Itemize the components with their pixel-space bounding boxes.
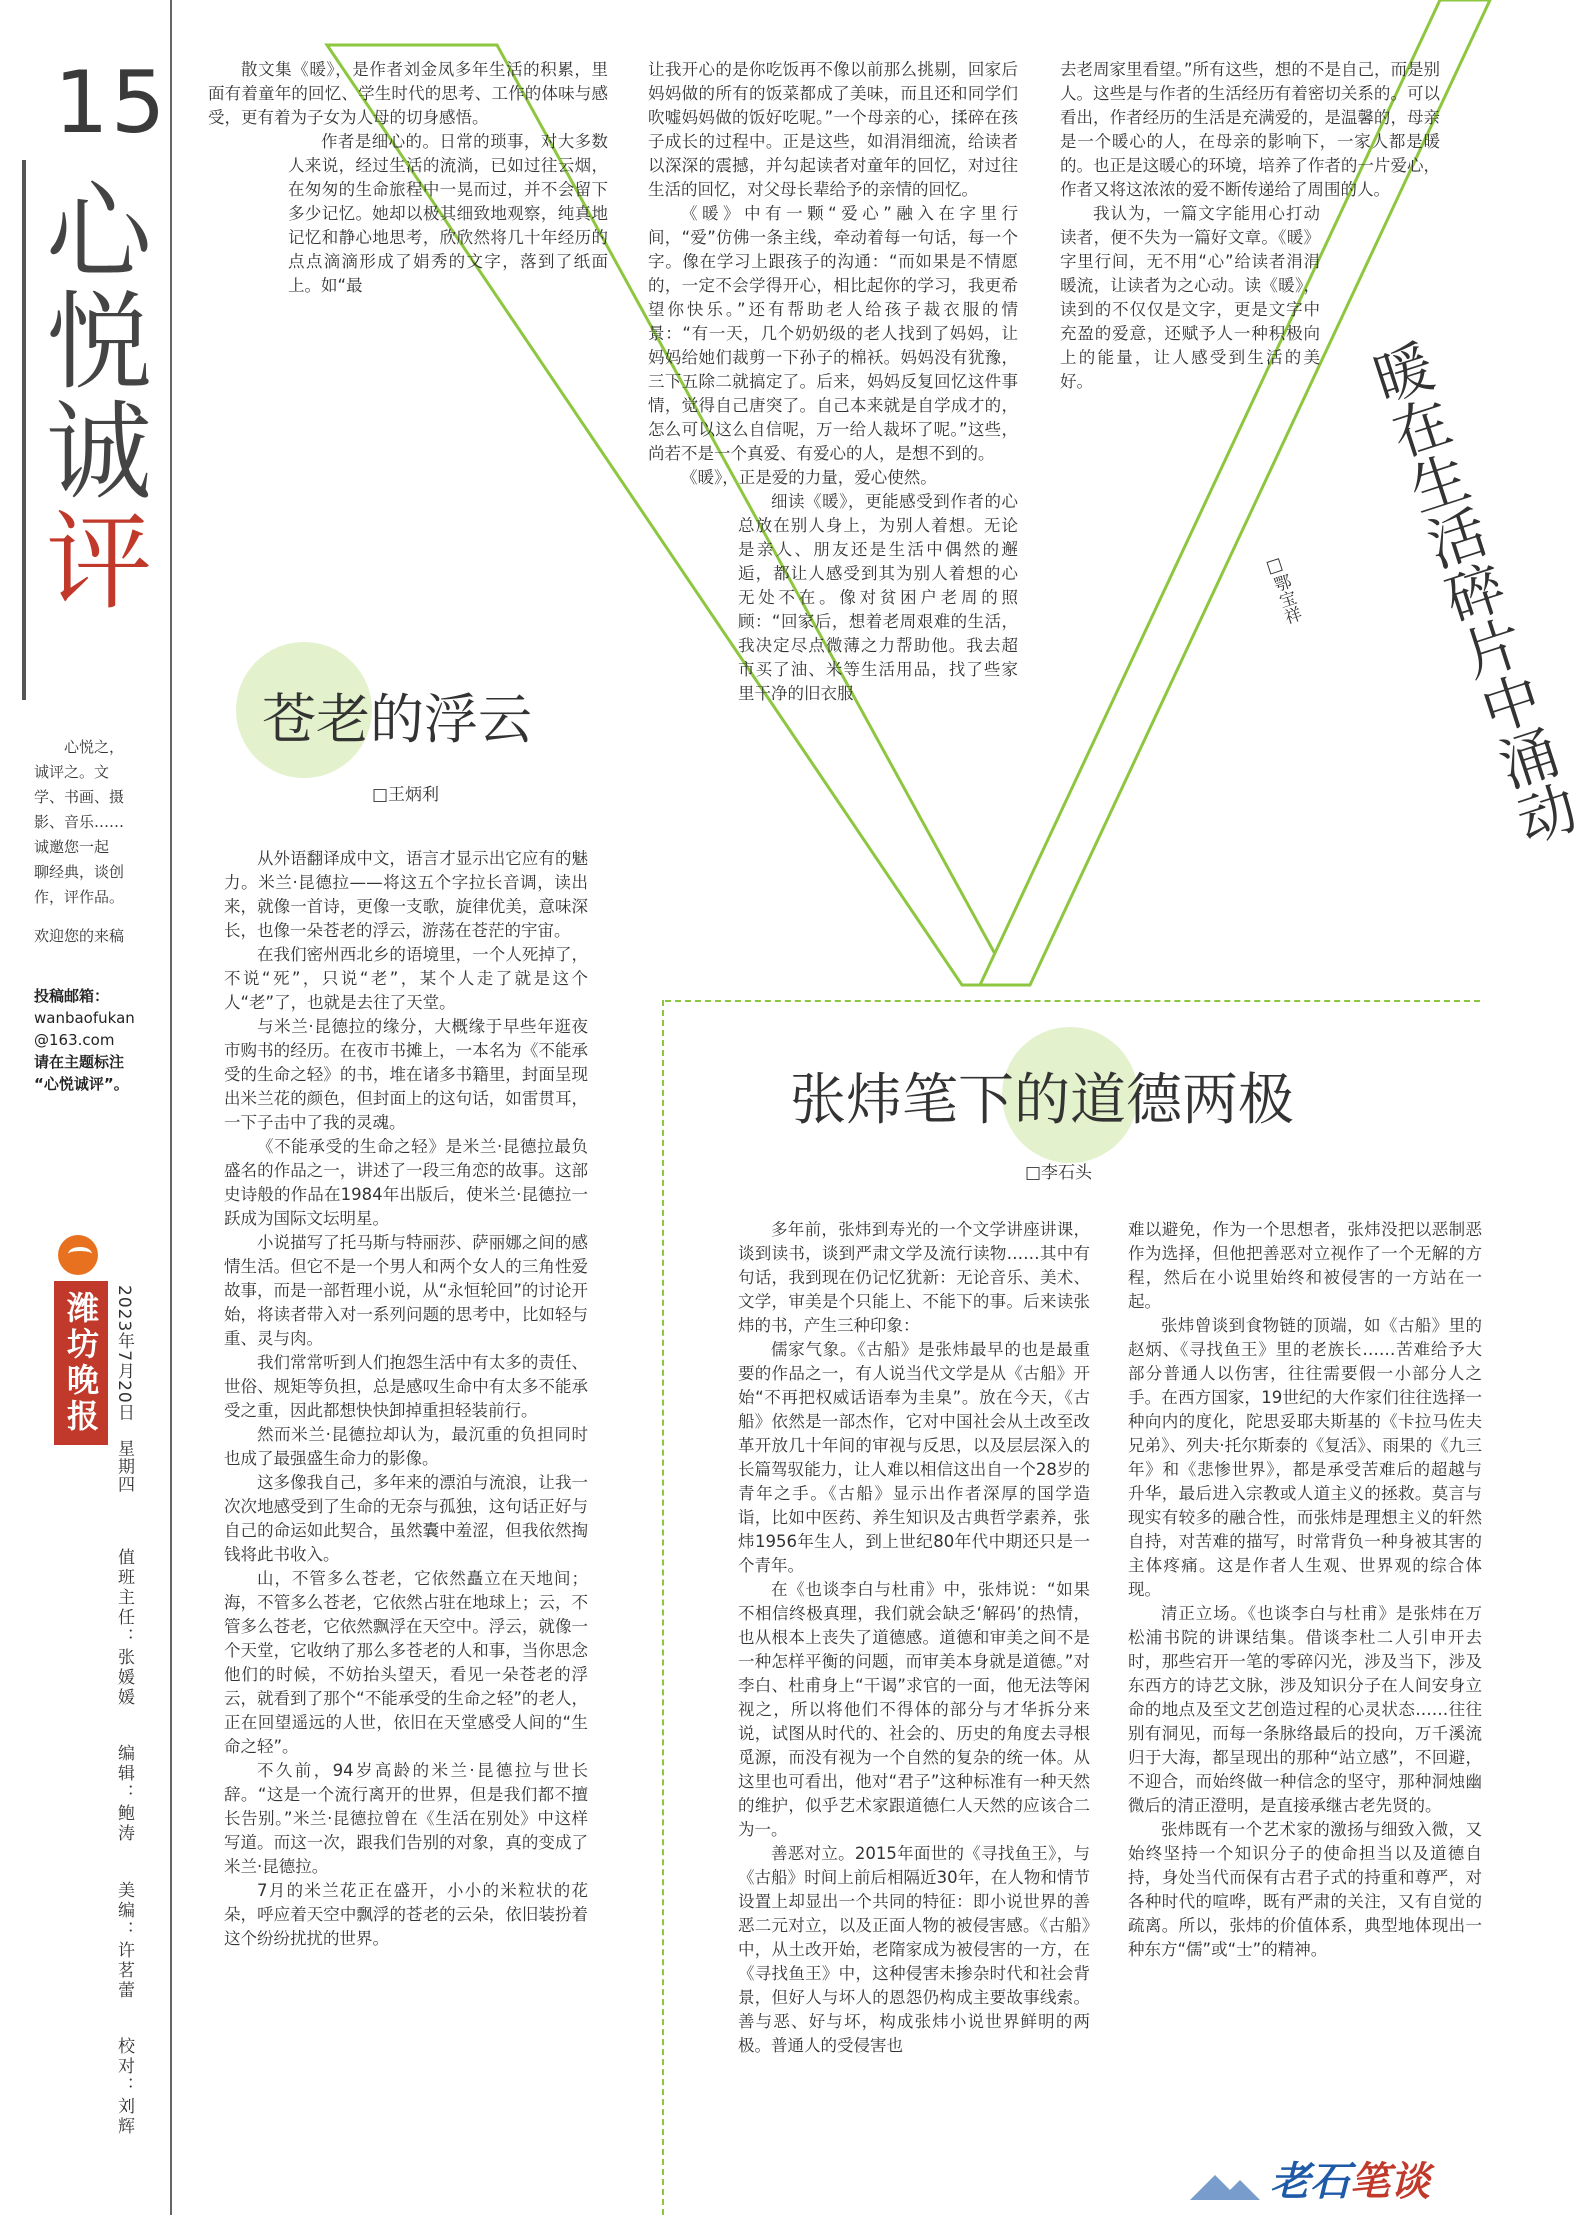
paragraph: 从外语翻译成中文，语言才显示出它应有的魅力。米兰·昆德拉——将这五个字拉长音调，读出来，就像一首诗，更像一支歌，旋律优美，意味深长，也像一朵苍老的浮云，游荡在苍茫的宇宙。 [224, 849, 588, 940]
column-title-accent: 评 [46, 501, 152, 624]
brand-part1: 老石 [1270, 2159, 1350, 2205]
intro-line: 聊经典，谈创 [34, 863, 125, 881]
contact-note: 请在主题标注 [34, 1053, 125, 1071]
paragraph: 让我开心的是你吃饭再不像以前那么挑剔，回家后妈妈做的所有的饭菜都成了美味，而且还和同学们吹嘘妈妈做的饭好吃呢。”一个母亲的心，揉碎在孩子成长的过程中。正是这些，如涓涓细流，给读者以深深的震撼，并勾起读者对童年的回忆，对过往生活的回忆，对父母长辈给予的亲情的回忆。 [648, 60, 1018, 199]
paragraph: 在《也谈李白与杜甫》中，张炜说：“如果不相信终极真理，我们就会缺乏‘解码’的热情，也从根本上丧失了道德感。道德和审美之间不是一种怎样平衡的问题，而审美本身就是道德。”对李白、杜甫身上“干谒”求官的一面，他无法等闲视之，所以将他们不得体的部分与才华拆分来说，试图从时代的、社会的、历史的角度去寻根觅源，而没有视为一个自然的复杂的统一体。从这里也可看出，他对“君子”这种标准有一种天然的维护，似乎艺术家跟道德仁人天然的应该合二为一。 [738, 1580, 1090, 1839]
article3-col2 [1128, 1218, 1482, 1962]
staff-entry: 值班主任：张媛媛 [114, 1548, 134, 1708]
issue-date: 2023年7月20日 星期四 [114, 1285, 134, 1494]
paragraph: 在我们密州西北乡的语境里，一个人死掉了，不说“死”，只说“老”，某个人走了就是这个人“老”了，也就是去往了天堂。 [224, 945, 588, 1012]
article1-col3 [1060, 58, 1440, 394]
staff-entry: 美编：许茗蕾 [114, 1880, 134, 2001]
article1-col2 [648, 58, 1018, 706]
paragraph: 清正立场。《也谈李白与杜甫》是张炜在万松浦书院的讲课结集。借谈李杜二人引申开去时，那些宕开一笔的零碎闪光，涉及当下，涉及东西方的诗艺文脉，涉及知识分子在人间安身立命的地点及至文艺创造过程的心灵状态……往往别有洞见，而每一条脉络最后的投向，万千溪流归于大海，都呈现出的那种“站立感”，不回避，不迎合，而始终做一种信念的坚守，那种洞烛幽微后的清正澄明，是直接承继古老先贤的。 [1128, 1604, 1482, 1815]
column-title-main: 心悦诚 [46, 171, 152, 514]
staff-entry: 编辑：鲍涛 [114, 1744, 134, 1845]
contact-email[interactable]: wanbaofukan [34, 1009, 135, 1027]
article3-title: 张炜笔下的道德两极 [790, 1068, 1294, 1133]
paragraph: 张炜既有一个艺术家的激扬与细致入微，又始终坚持一个知识分子的使命担当以及道德自持，身处当代而保有古君子式的持重和尊严，对各种时代的喧哗，既有严肃的关注，又有自觉的疏离。所以，张炜的价值体系，典型地体现出一种东方“儒”或“士”的精神。 [1128, 1820, 1482, 1959]
column-title [34, 171, 164, 624]
article1-col1 [208, 58, 608, 298]
article2-body [224, 847, 588, 1951]
paragraph: 这多像我自己，多年来的漂泊与流浪，让我一次次地感受到了生命的无奈与孤独，这句话正好与自己的命运如此契合，虽然囊中羞涩，但我依然掏钱将此书收入。 [224, 1473, 588, 1564]
paragraph: 小说描写了托马斯与特丽莎、萨丽娜之间的感情生活。但它不是一个男人和两个女人的三角性爱故事，而是一部哲理小说，从“永恒轮回”的讨论开始，将读者带入对一系列问题的思考中，比如轻与重、灵与肉。 [224, 1233, 588, 1348]
paragraph: 儒家气象。《古船》是张炜最早的也是最重要的作品之一，有人说当代文学是从《古船》开始“不再把权威话语奉为圭臬”。放在今天，《古船》依然是一部杰作，它对中国社会从土改至改革开放几十年间的审视与反思，以及层层深入的长篇驾驭能力，让人难以相信这出自一个28岁的青年之手。《古船》显示出作者深厚的国学造诣，比如中医药、养生知识及古典哲学素养，张炜1956年生人，到上世纪80年代中期还只是一个青年。 [738, 1340, 1090, 1575]
paragraph: 《暖》，正是爱的力量，爱心使然。 [681, 468, 937, 487]
article2-title: 苍老的浮云 [262, 688, 532, 751]
intro-line: 心悦之， [64, 738, 125, 756]
article3-dashed-border-top [665, 1000, 1480, 1002]
intro-line: 作，评作品。 [34, 888, 125, 906]
paragraph: 我认为，一篇文字能用心打动读者，便不失为一篇好文章。《暖》字里行间，无不用“心”给读者涓涓暖流，让读者为之心动。读《暖》，读到的不仅仅是文字，更是文字中充盈的爱意，还赋予人一种积极向上的能量，让人感受到生活的美好。 [1060, 204, 1320, 391]
paragraph: 去老周家里看望。”所有这些，想的不是自己，而是别人。这些是与作者的生活经历有着密切关系的。可以看出，作者经历的生活是充满爱的，是温馨的，母亲是一个暖心的人，在母亲的影响下，一家人都是暖的。也正是这暖心的环境，培养了作者的一片爱心，作者又将这浓浓的爱不断传递给了周围的人。 [1060, 60, 1440, 199]
paragraph: 作者是细心的。日常的琐事，对大多数人来说，经过生活的流淌，已如过往云烟，在匆匆的生命旅程中一晃而过，并不会留下多少记忆。她却以极其细致地观察，纯真地记忆和静心地思考，欣欣然将几十年经历的点点滴滴形成了娟秀的文字，落到了纸面上。如“最 [288, 132, 608, 295]
welcome-text: 欢迎您的来稿 [34, 927, 125, 945]
paragraph: 然而米兰·昆德拉却认为，最沉重的负担同时也成了最强盛生命力的影像。 [224, 1425, 588, 1468]
contact-email-domain[interactable]: @163.com [34, 1031, 115, 1049]
paragraph: 张炜曾谈到食物链的顶端，如《古船》里的赵炳、《寻找鱼王》里的老族长……苦难给予大部分普通人以伤害，往往需要假一小部分人之手。在西方国家，19世纪的大作家们往往选择一种向内的度化，陀思妥耶夫斯基的《卡拉马佐夫兄弟》、列夫·托尔斯泰的《复活》、雨果的《九三年》和《悲惨世界》，都是承受苦难后的超越与升华，最后进入宗教或人道主义的拯救。莫言与现实有较多的融合性，而张炜是理想主义的轩然自持，对苦难的描写，时常背负一种身被其害的主体疼痛。这是作者人生观、世界观的综合体现。 [1128, 1316, 1482, 1599]
paragraph: 散文集《暖》，是作者刘金凤多年生活的积累，里面有着童年的回忆、学生时代的思考、工作的体味与感受，更有着为子女为人母的切身感悟。 [208, 60, 608, 127]
paragraph: 善恶对立。2015年面世的《寻找鱼王》，与《古船》时间上前后相隔近30年，在人物和情节设置上却显出一个共同的特征：即小说世界的善恶二元对立，以及正面人物的被侵害感。《古船》中，从土改开始，老隋家成为被侵害的一方，在《寻找鱼王》中，这种侵害未掺杂时代和社会背景，但好人与坏人的恩怨仍构成主要故事线索。善与恶、好与坏，构成张炜小说世界鲜明的两极。普通人的受侵害也 [738, 1844, 1090, 2055]
article3-col1 [738, 1218, 1090, 2058]
contact-note-2: “心悦诚评”。 [34, 1075, 129, 1093]
paragraph: 与米兰·昆德拉的缘分，大概缘于早些年逛夜市购书的经历。在夜市书摊上，一本名为《不能承受的生命之轻》的书，堆在诸多书籍里，封面呈现出米兰花的颜色，但封面上的这句话，如雷贯耳，一下子击中了我的灵魂。 [224, 1017, 588, 1132]
intro-line: 诚邀您一起 [34, 838, 110, 856]
column-intro [34, 735, 152, 949]
article1-author: □鄂宝祥 [1261, 553, 1303, 627]
article3-dashed-border-left [662, 1000, 664, 2215]
paragraph: 《暖》中有一颗“爱心”融入在字里行间，“爱”仿佛一条主线，牵动着每一句话，每一个字。像在学习上跟孩子的沟通：“而如果是不情愿的，一定不会学得开心，相比起你的学习，我更希望你快乐。”还有帮助老人给孩子裁衣服的情景：“有一天，几个奶奶级的老人找到了妈妈，让妈妈给她们裁剪一下孙子的棉袄。妈妈没有犹豫，三下五除二就搞定了。后来，妈妈反复回忆这件事情，觉得自己唐突了。自己本来就是自学成才的，怎么可以这么自信呢，万一给人裁坏了呢。”这些，尚若不是一个真爱、有爱心的人，是想不到的。 [648, 204, 1018, 463]
contact-block [34, 985, 164, 1095]
contact-label: 投稿邮箱： [34, 987, 110, 1005]
intro-line: 学、书画、摄 [34, 788, 125, 806]
article1-title: 暖在生活碎片中涌动 [1357, 334, 1583, 853]
staff-entry: 校对：刘辉 [114, 2037, 134, 2138]
column-brand [1210, 2150, 1430, 2207]
article3-author: □李石头 [1025, 1163, 1093, 1183]
newspaper-logo-icon [58, 1235, 98, 1275]
article2-author: □王炳利 [372, 785, 440, 805]
newspaper-name: 潍坊晚报 [54, 1281, 108, 1445]
paragraph: 《不能承受的生命之轻》是米兰·昆德拉最负盛名的作品之一，讲述了一段三角恋的故事。这部史诗般的作品在1984年出版后，使米兰·昆德拉一跃成为国际文坛明星。 [224, 1137, 588, 1228]
paragraph: 难以避免，作为一个思想者，张炜没把以恶制恶作为选择，但他把善恶对立视作了一个无解的方程，然后在小说里始终和被侵害的一方站在一起。 [1128, 1220, 1482, 1311]
paragraph: 细读《暖》，更能感受到作者的心总放在别人身上，为别人着想。无论是亲人、朋友还是生活中偶然的邂逅，都让人感受到其为别人着想的心无处不在。像对贫困户老周的照顾：“回家后，想着老周艰难的生活，我决定尽点微薄之力帮助他。我去超市买了油、米等生活用品，找了些家里干净的旧衣服 [738, 492, 1018, 703]
page-number: 15 [54, 53, 168, 153]
paragraph: 不久前，94岁高龄的米兰·昆德拉与世长辞。“这是一个流行离开的世界，但是我们都不擅长告别。”米兰·昆德拉曾在《生活在别处》中这样写道。而这一次，跟我们告别的对象，真的变成了米兰·昆德拉。 [224, 1761, 588, 1876]
brand-part2: 笔谈 [1350, 2159, 1430, 2205]
left-column-bar [22, 160, 26, 700]
paragraph: 7月的米兰花正在盛开，小小的米粒状的花朵，呼应着天空中飘浮的苍老的云朵，依旧装扮着这个纷纷扰扰的世界。 [224, 1881, 588, 1948]
staff-list [112, 1520, 137, 2137]
paragraph: 我们常常听到人们抱怨生活中有太多的责任、世俗、规矩等负担，总是感叹生命中有太多不能承受之重，因此都想快快卸掉重担轻装前行。 [224, 1353, 588, 1420]
intro-line: 影、音乐…… [34, 813, 125, 831]
paragraph: 多年前，张炜到寿光的一个文学讲座讲课，谈到读书，谈到严肃文学及流行读物……其中有句话，我到现在仍记忆犹新：无论音乐、美术、文学，审美是个只能上、不能下的事。后来读张炜的书，产生三种印象： [738, 1220, 1090, 1335]
paragraph: 山，不管多么苍老，它依然矗立在天地间；海，不管多么苍老，它依然占驻在地球上；云，不管多么苍老，它依然飘浮在天空中。浮云，就像一个天堂，它收纳了那么多苍老的人和事，当你思念他们的时候，不妨抬头望天，看见一朵苍老的浮云，就看到了那个“不能承受的生命之轻”的老人，正在回望遥远的人世，依旧在天堂感受人间的“生命之轻”。 [224, 1569, 588, 1756]
intro-line: 诚评之。文 [34, 763, 110, 781]
